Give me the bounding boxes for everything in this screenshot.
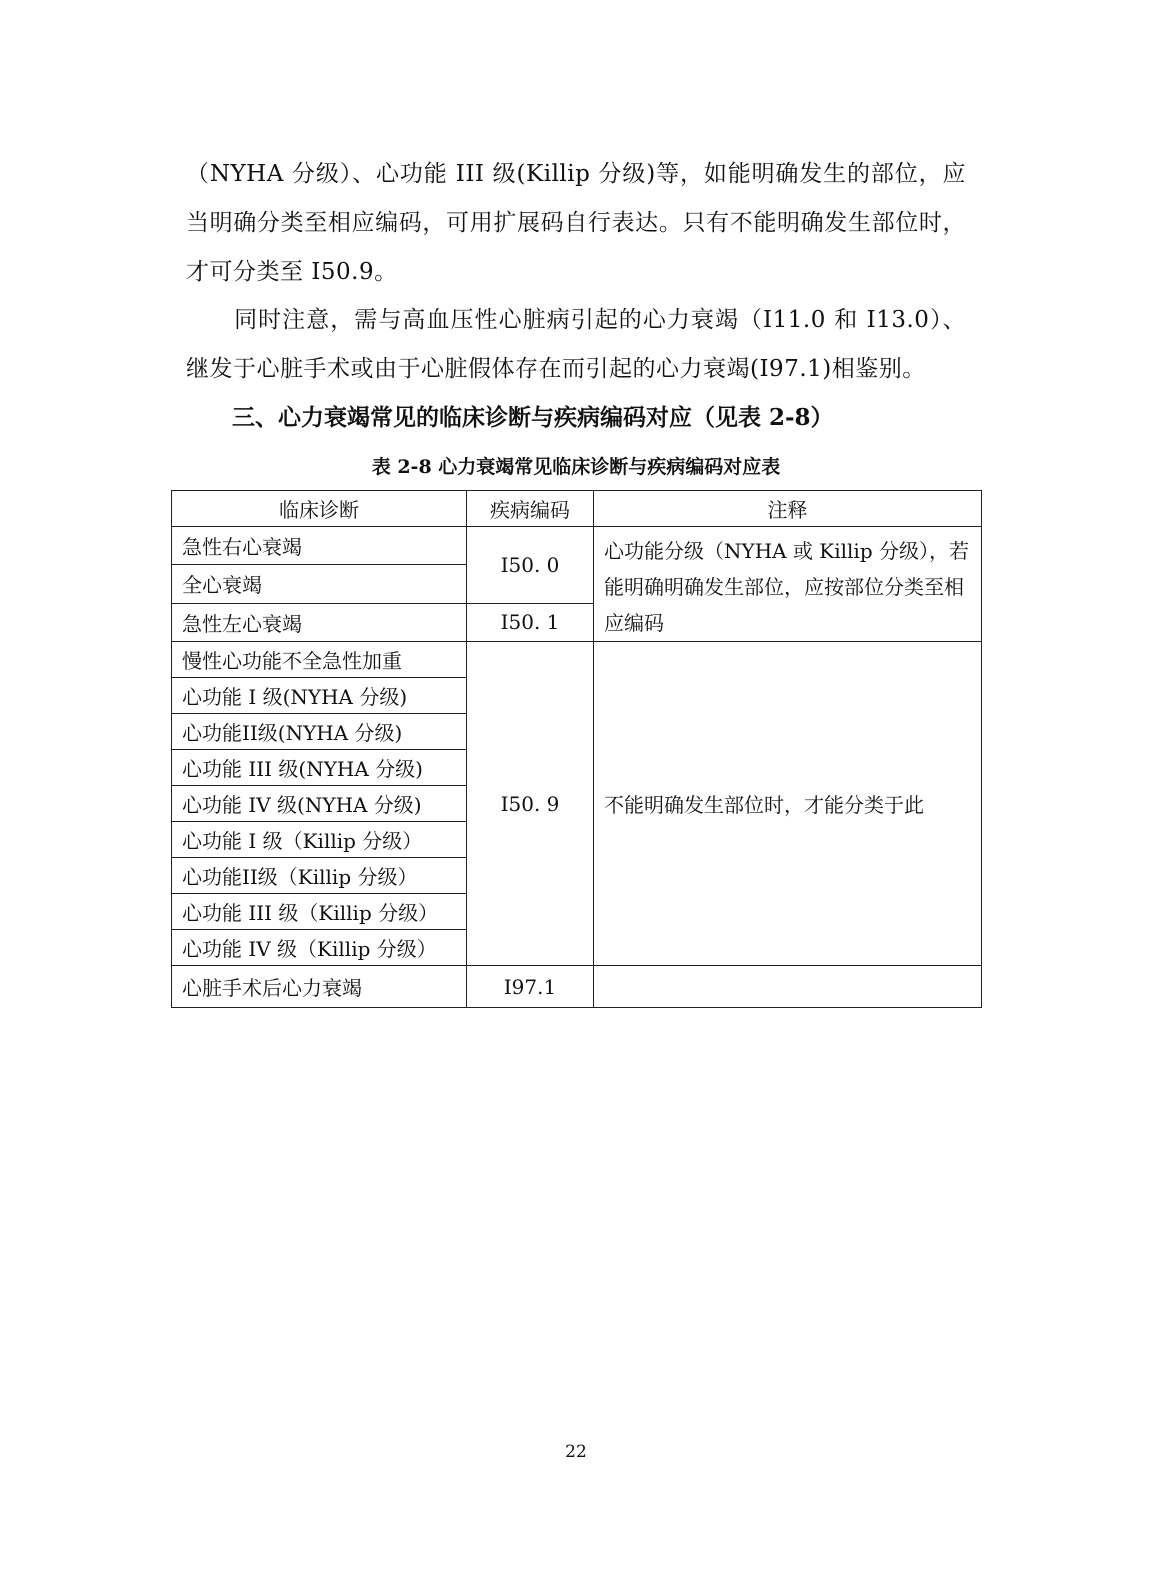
table-row <box>172 527 982 565</box>
diagnosis-cell: 心功能 IV 级(NYHA 分级) <box>172 786 467 822</box>
diagnosis-cell: 心功能 I 级(NYHA 分级) <box>172 678 467 714</box>
page-number: 22 <box>565 1442 587 1462</box>
diagnosis-cell: 心脏手术后心力衰竭 <box>172 966 467 1008</box>
note-cell <box>594 966 982 1008</box>
table-caption: 表 2-8 心力衰竭常见临床诊断与疾病编码对应表 <box>371 456 781 478</box>
diagnosis-cell: 急性右心衰竭 <box>172 527 467 565</box>
diagnosis-cell: 心功能 I 级（Killip 分级） <box>172 822 467 858</box>
header-diagnosis: 临床诊断 <box>172 491 467 527</box>
diagnosis-cell: 心功能II级(NYHA 分级) <box>172 714 467 750</box>
table-row <box>172 642 982 678</box>
body-paragraph-1: （NYHA 分级）、心功能 III 级(Killip 分级)等，如能明确发生的部位，应当明确分类至相应编码，可用扩展码自行表达。只有不能明确发生部位时，才可分类至 I50.9。 <box>186 161 966 285</box>
table-header-row <box>172 491 982 527</box>
diagnosis-cell: 全心衰竭 <box>172 565 467 603</box>
diagnosis-cell: 急性左心衰竭 <box>172 603 467 641</box>
diagnosis-cell: 心功能II级（Killip 分级） <box>172 858 467 894</box>
diagnosis-cell: 心功能 III 级(NYHA 分级) <box>172 750 467 786</box>
table-row <box>172 966 982 1008</box>
code-cell: I50. 1 <box>467 603 594 641</box>
code-cell: I50. 9 <box>467 642 594 966</box>
section-heading: 三、心力衰竭常见的临床诊断与疾病编码对应（见表 2-8） <box>232 404 834 431</box>
code-cell: I50. 0 <box>467 527 594 604</box>
diagnosis-cell: 慢性心功能不全急性加重 <box>172 642 467 678</box>
diagnosis-cell: 心功能 III 级（Killip 分级） <box>172 894 467 930</box>
note-cell: 不能明确发生部位时，才能分类于此 <box>594 642 982 966</box>
header-code: 疾病编码 <box>467 491 594 527</box>
diagnosis-code-table <box>171 490 982 1008</box>
note-cell: 心功能分级（NYHA 或 Killip 分级），若能明确明确发生部位，应按部位分类至相应编码 <box>594 527 982 642</box>
diagnosis-cell: 心功能 IV 级（Killip 分级） <box>172 930 467 966</box>
body-paragraph-2: 同时注意，需与高血压性心脏病引起的心力衰竭（I11.0 和 I13.0）、继发于心脏手术或由于心脏假体存在而引起的心力衰竭(I97.1)相鉴别。 <box>186 307 966 382</box>
code-cell: I97.1 <box>467 966 594 1008</box>
header-note: 注释 <box>594 491 982 527</box>
